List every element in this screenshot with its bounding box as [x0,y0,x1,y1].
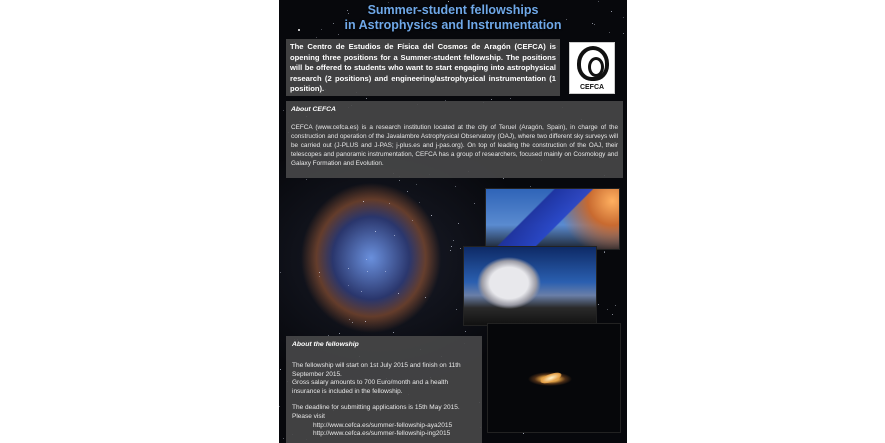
poster-title-line-1: Summer-student fellowships [367,3,539,17]
star-dot [280,369,281,370]
star-dot [598,304,599,305]
star-dot [456,309,457,310]
star-dot [460,248,461,249]
star-dot [319,276,320,277]
star-dot [623,33,624,34]
poster-title-line-2: in Astrophysics and Instrumentation [344,18,562,32]
logo-text: CEFCA [579,84,605,91]
fellowship-deadline: The deadline for submitting applications is 15th May 2015. Please visit [292,404,460,420]
telescope-photo [485,188,620,250]
star-dot [604,252,605,253]
star-dot [399,180,400,181]
about-heading: About CEFCA [291,106,336,113]
galaxy-photo [487,323,621,433]
star-dot [283,438,284,439]
star-dot [349,319,350,320]
star-dot [389,203,390,204]
star-dot [431,215,432,216]
star-dot [451,246,452,247]
fellowship-link-aya[interactable]: http://www.cefca.es/summer-fellowship-aya2015 [313,421,453,429]
star-dot [306,179,307,180]
fellowship-heading: About the fellowship [292,341,359,348]
star-dot [412,220,413,221]
fellowship-salary: Gross salary amounts to 700 Euro/month and a health insurance is included in the fellowship. [292,379,449,395]
intro-panel [286,39,560,96]
star-dot [352,322,353,323]
star-dot [607,309,608,310]
fellowship-link-ing[interactable]: http://www.cefca.es/summer-fellowship-ing2015 [313,430,451,438]
star-dot [361,291,362,292]
star-dot [612,314,613,315]
star-dot [367,271,368,272]
star-dot [348,285,349,286]
about-body: CEFCA (www.cefca.es) is a research institution located at the city of Teruel (Aragón, Spain), in charge of the construction and operation of the Javalambre Astrophysical Observatory (OAJ), where two different sky surveys will be carried out (J-PLUS and J-PAS; j-plus.es and j-pas.org). On top of leading the construction of the OAJ, their telescopes and panoramic instrumentation, CEFCA has a group of researchers, focused mainly on Cosmology and Galaxy Formation and Evolution. [291,124,618,167]
star-dot [407,191,408,192]
star-dot [455,186,456,187]
star-dot [348,268,349,269]
star-dot [425,297,426,298]
star-dot [393,332,394,333]
star-dot [598,1,599,2]
cefca-logo [569,42,615,94]
galaxy-core [539,370,562,385]
star-dot [458,223,459,224]
intro-text: The Centro de Estudios de Física del Cosmos de Aragón (CEFCA) is opening three positions for a Summer-student fellowship. The positions will be offered to students who want to start engaging into astrophysical research (2 positions) and engineering/astrophysical instrumentation (1 position). [290,42,556,93]
logo-mark-icon [577,46,609,81]
star-dot [339,333,340,334]
poster [279,0,627,443]
star-dot [338,34,339,35]
star-dot [363,201,364,202]
star-dot [398,293,399,294]
star-dot [416,184,417,185]
star-dot [319,272,320,273]
star-dot [283,110,284,111]
star-dot [465,331,466,332]
star-dot [365,321,366,322]
star-dot [503,178,504,179]
star-dot [385,271,386,272]
star-dot [280,272,281,273]
about-cefca-panel [286,101,623,178]
star-dot [366,259,367,260]
fellowship-body [292,362,476,439]
observatory-dome-photo [463,246,597,326]
star-dot [366,98,367,99]
star-dot [450,250,451,251]
star-dot [453,240,454,241]
star-dot [419,202,420,203]
star-dot [279,406,280,407]
fellowship-panel [286,336,482,443]
star-dot [615,305,616,306]
star-dot [394,235,395,236]
star-dot [375,231,376,232]
fellowship-dates: The fellowship will start on 1st July 2015 and finish on 11th September 2015. [292,362,461,378]
star-dot [474,203,475,204]
star-dot [510,98,511,99]
